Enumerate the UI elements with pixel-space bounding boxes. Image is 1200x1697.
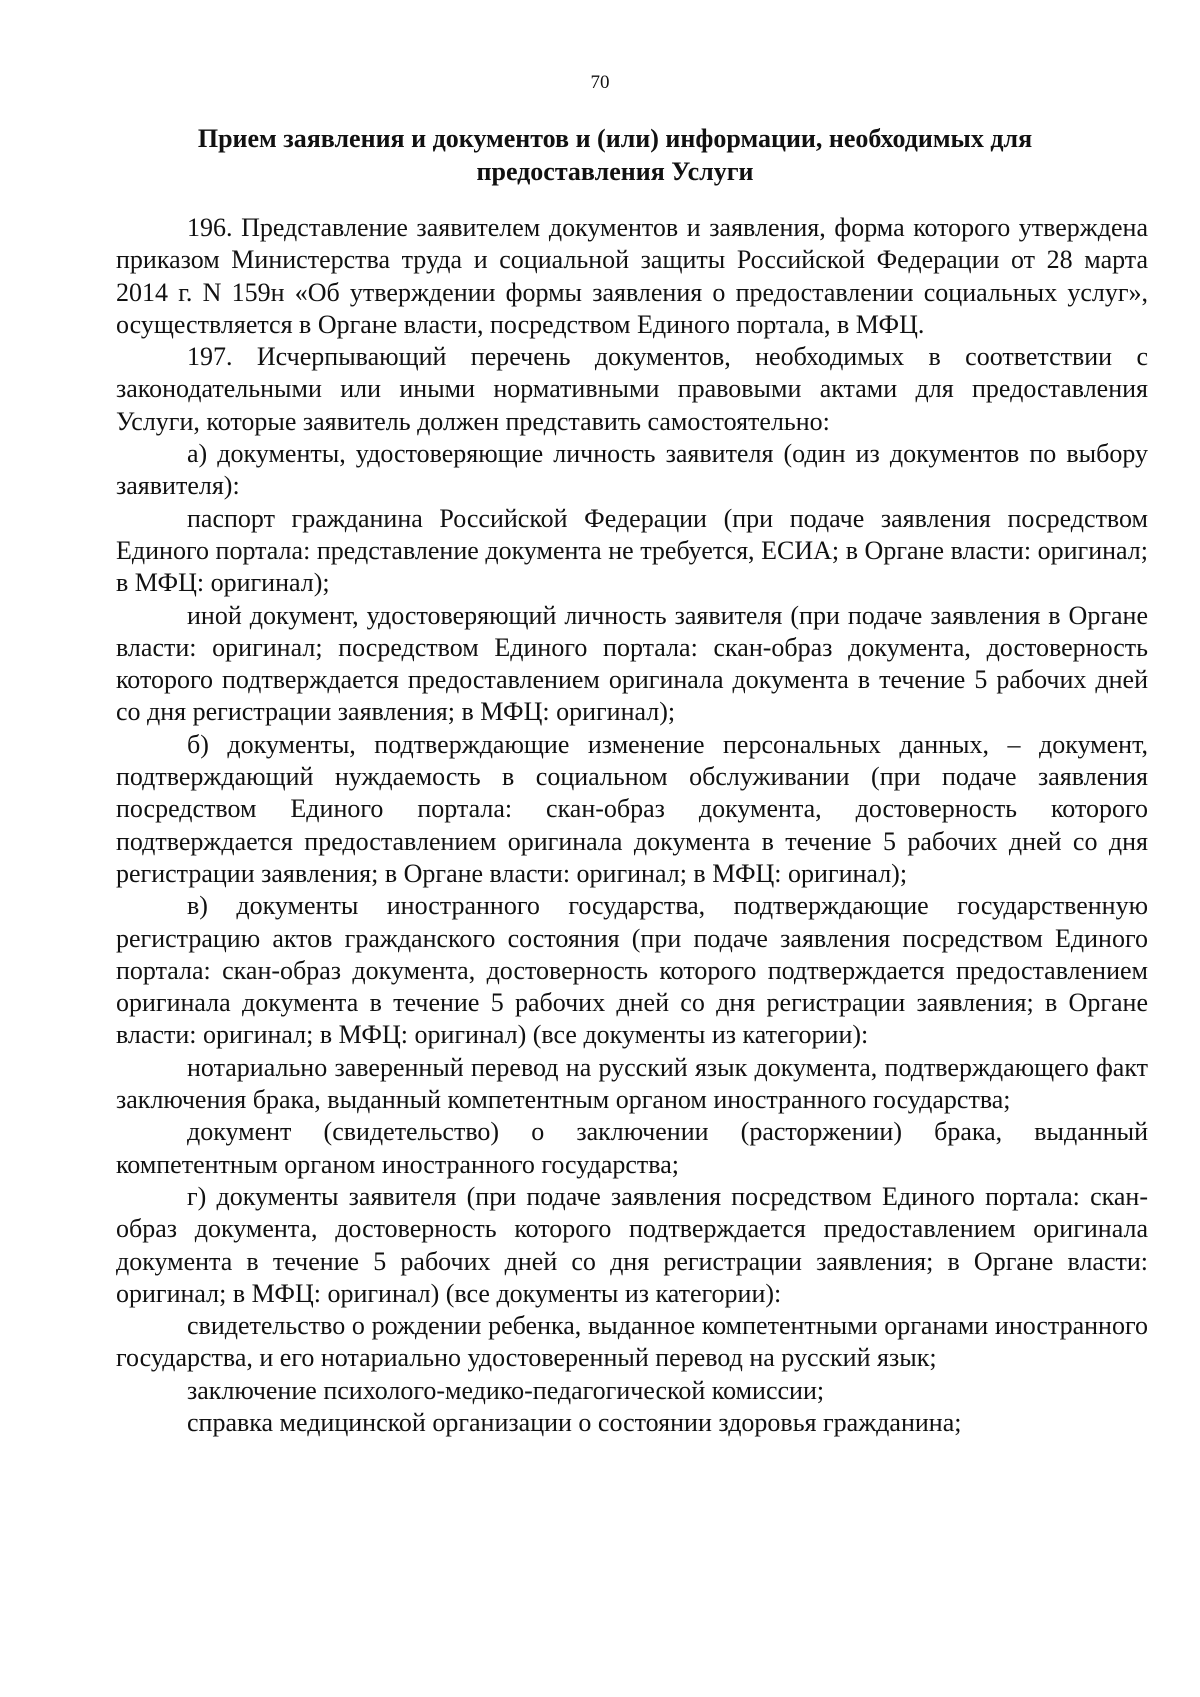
paragraph-item-g: г) документы заявителя (при подаче заявления посредством Единого портала: скан-образ документа, достоверность которого подтверждается предоставлением оригинала документа в течение 5 рабочих дней со дня регистрации заявления; в Органе власти: оригинал; в МФЦ: оригинал) (все документы из категории): [116,1181,1148,1308]
paragraph-item-b: б) документы, подтверждающие изменение персональных данных, – документ, подтверждающий нуждаемость в социальном обслуживании (при подаче заявления посредством Единого портала: скан-образ документа, достоверность которого подтверждается предоставлением оригинала документа в течение 5 рабочих дней со дня регистрации заявления; в Органе власти: оригинал; в МФЦ: оригинал); [116,729,1148,888]
paragraph-other-id-document: иной документ, удостоверяющий личность заявителя (при подаче заявления в Органе власти: оригинал; посредством Единого портала: скан-образ документа, достоверность которого подтверждается предоставлением оригинала документа в течение 5 рабочих дней со дня регистрации заявления; в МФЦ: оригинал); [116,600,1148,727]
page-number: 70 [590,72,610,93]
document-body [116,212,1148,1439]
section-heading: Прием заявления и документов и (или) информации, необходимых для предоставления Услуги [197,124,1033,186]
paragraph-196: 196. Представление заявителем документов и заявления, форма которого утверждена приказом Министерства труда и социальной защиты Российской Федерации от 28 марта 2014 г. N 159н «Об утверждении формы заявления о предоставлении социальных услуг», осуществляется в Органе власти, посредством Единого портала, в МФЦ. [116,213,1148,339]
paragraph-item-a: а) документы, удостоверяющие личность заявителя (один из документов по выбору заявителя): [116,439,1148,501]
paragraph-marriage-certificate: документ (свидетельство) о заключении (расторжении) брака, выданный компетентным органом иностранного государства; [116,1117,1148,1179]
paragraph-marriage-translation: нотариально заверенный перевод на русский язык документа, подтверждающего факт заключения брака, выданный компетентным органом иностранного государства; [116,1052,1148,1115]
paragraph-medical-certificate: справка медицинской организации о состоянии здоровья гражданина; [187,1407,962,1437]
paragraph-birth-certificate: свидетельство о рождении ребенка, выданное компетентными органами иностранного государства, и его нотариально удостоверенный перевод на русский язык; [116,1311,1148,1373]
paragraph-197: 197. Исчерпывающий перечень документов, необходимых в соответствии с законодательными или иными нормативными правовыми актами для предоставления Услуги, которые заявитель должен представить самостоятельно: [116,342,1148,436]
paragraph-passport: паспорт гражданина Российской Федерации (при подаче заявления посредством Единого портала: представление документа не требуется, ЕСИА; в Органе власти: оригинал; в МФЦ: оригинал); [116,503,1148,598]
paragraph-pmpk-conclusion: заключение психолого-медико-педагогической комиссии; [187,1375,825,1405]
paragraph-item-v: в) документы иностранного государства, подтверждающие государственную регистрацию актов гражданского состояния (при подаче заявления посредством Единого портала: скан-образ документа, достоверность которого подтверждается предоставлением оригинала документа в течение 5 рабочих дней со дня регистрации заявления; в Органе власти: оригинал; в МФЦ: оригинал) (все документы из категории): [116,891,1148,1050]
